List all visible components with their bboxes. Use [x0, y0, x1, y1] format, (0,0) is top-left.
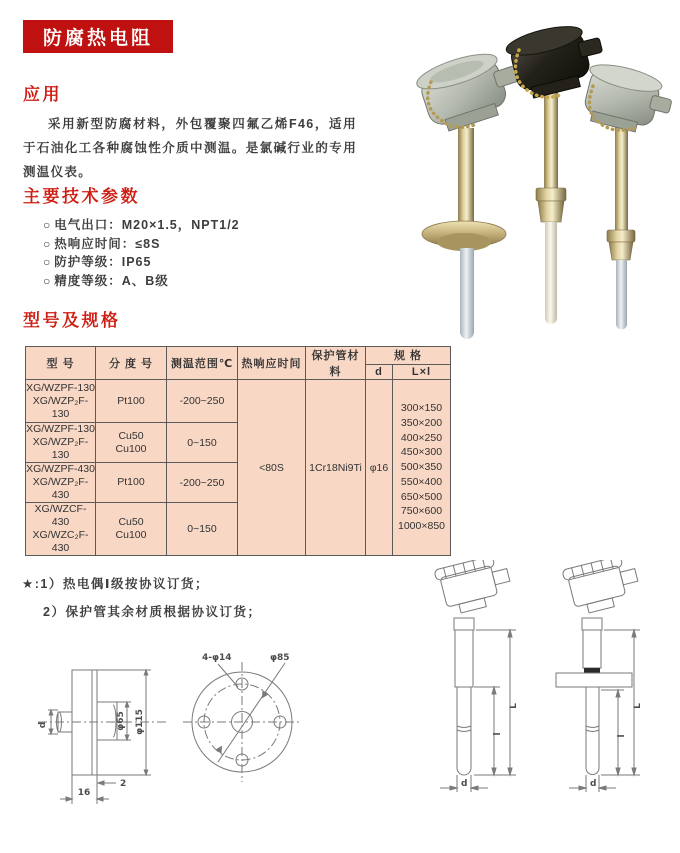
- section-models: [23, 306, 357, 331]
- product-photo-flanged-rtd: [413, 43, 527, 339]
- circle-bullet-icon: ○: [43, 273, 52, 288]
- dim-label-phi115: φ115: [135, 709, 145, 735]
- cell-model: XG/WZCF-430 XG/WZC₂F-430: [26, 503, 96, 556]
- probe-drawings: [420, 560, 680, 830]
- break-mark: [457, 726, 471, 732]
- product-photo-gray-head-rtd: [578, 59, 675, 329]
- parameter-list: [43, 216, 357, 290]
- spec-table: [25, 346, 451, 556]
- cell-d: φ16: [366, 380, 393, 556]
- cell-range: 0~150: [167, 503, 238, 556]
- dim-label-L: L: [633, 703, 643, 709]
- parameter-item: [43, 235, 357, 254]
- parameter-text: 防护等级：IP65: [54, 255, 152, 270]
- cell-graduation: Cu50 Cu100: [96, 423, 167, 463]
- gasket: [584, 668, 600, 673]
- dim-label-phi65: φ65: [116, 711, 126, 731]
- parameters-heading: 主要技术参数: [23, 187, 140, 206]
- dim-label-d: d: [461, 779, 468, 789]
- hex-fitting: [538, 201, 564, 222]
- section-parameters: [23, 182, 357, 290]
- parameter-text: 热响应时间：≤8S: [54, 236, 161, 251]
- diagonal-leader: [218, 663, 285, 762]
- col-header-d: d: [366, 364, 393, 379]
- col-header-response: 热响应时间: [238, 347, 306, 380]
- parameter-item: [43, 272, 357, 291]
- cell-model: XG/WZPF-130 XG/WZP₂F-130: [26, 423, 95, 461]
- section-application: [23, 80, 357, 184]
- application-heading: 应用: [23, 85, 62, 104]
- cell-graduation: Pt100: [96, 380, 167, 423]
- probe-drawing-plain: [434, 560, 527, 792]
- ptfe-sheath: [545, 222, 557, 324]
- dim-label-2: 2: [120, 779, 127, 789]
- models-heading: 型号及规格: [23, 311, 121, 330]
- cell-model: XG/WZPF-130 XG/WZP₂F-130: [26, 380, 96, 423]
- collar: [607, 230, 635, 242]
- dim-label-holes: 4-φ14: [202, 653, 232, 663]
- flange-face-view: [183, 662, 301, 782]
- dim-label-d: d: [590, 779, 597, 789]
- probe-drawing-flanged: [556, 560, 655, 792]
- note-line-1: ★:1）热电偶Ⅰ级按协议订货；: [22, 577, 209, 591]
- application-body: 采用新型防腐材料，外包覆聚四氟乙烯F46，适用于石油化工各种腐蚀性介质中测温。是氯碱行业的专用测温仪表。: [23, 117, 357, 179]
- cell-material: 1Cr18Ni9Ti: [306, 380, 366, 556]
- parameter-text: 电气出口：M20×1.5，NPT1/2: [54, 218, 240, 232]
- flange-side-view: [38, 670, 168, 804]
- connection-head: [413, 43, 527, 136]
- cell-graduation: Cu50 Cu100: [96, 503, 167, 556]
- connection-head: [578, 59, 675, 138]
- dim-label-d: d: [38, 721, 48, 729]
- break-mark: [586, 726, 599, 732]
- cell-range: -200~250: [167, 463, 238, 503]
- cell-range: -200~250: [167, 380, 238, 423]
- ptfe-sheath: [616, 260, 627, 330]
- col-header-model: 型 号: [26, 347, 96, 380]
- dim-label-bolt-circle: φ85: [270, 653, 290, 663]
- circle-bullet-icon: ○: [43, 218, 52, 232]
- notes: [22, 570, 261, 626]
- ptfe-sheath: [460, 248, 474, 339]
- cell-response: <80S: [238, 380, 306, 556]
- hex-fitting: [609, 242, 633, 260]
- circle-bullet-icon: ○: [43, 236, 52, 251]
- cell-lxl: 300×150 350×200 400×250 450×300 500×350 550×400 650×500 750×600 1000×850: [393, 380, 451, 556]
- probe-stem: [458, 128, 474, 228]
- col-header-graduation: 分 度 号: [96, 347, 167, 380]
- table-row: [26, 380, 451, 423]
- dim-label-l: l: [493, 732, 503, 736]
- flange-drawing: [30, 630, 360, 830]
- dim-label-l: l: [617, 734, 627, 738]
- circle-bullet-icon: ○: [43, 255, 52, 270]
- cell-range: 0~150: [167, 423, 238, 463]
- parameter-text: 精度等级：A、B级: [54, 273, 169, 288]
- col-header-range: 测温范围℃: [167, 347, 238, 380]
- probe-stem: [615, 125, 628, 230]
- col-header-lxl: L×l: [393, 364, 451, 379]
- collar: [536, 188, 566, 201]
- parameter-item: [43, 216, 357, 235]
- parameter-item: [43, 253, 357, 272]
- col-header-spec: 规 格: [366, 347, 451, 365]
- dim-label-16: 16: [77, 788, 91, 798]
- dim-label-L: L: [509, 703, 519, 709]
- probe-stem: [544, 90, 558, 190]
- product-photos: [385, 20, 675, 350]
- page-title: 防腐热电阻: [42, 28, 153, 49]
- star-icon: ★: [22, 577, 35, 591]
- cell-model: XG/WZPF-430 XG/WZP₂F-430: [26, 463, 95, 501]
- page-title-banner: [23, 20, 173, 53]
- cell-graduation: Pt100: [96, 463, 167, 503]
- col-header-material: 保护管材料: [306, 347, 366, 380]
- note-line-2: 2）保护管其余材质根据协议订货；: [43, 605, 262, 619]
